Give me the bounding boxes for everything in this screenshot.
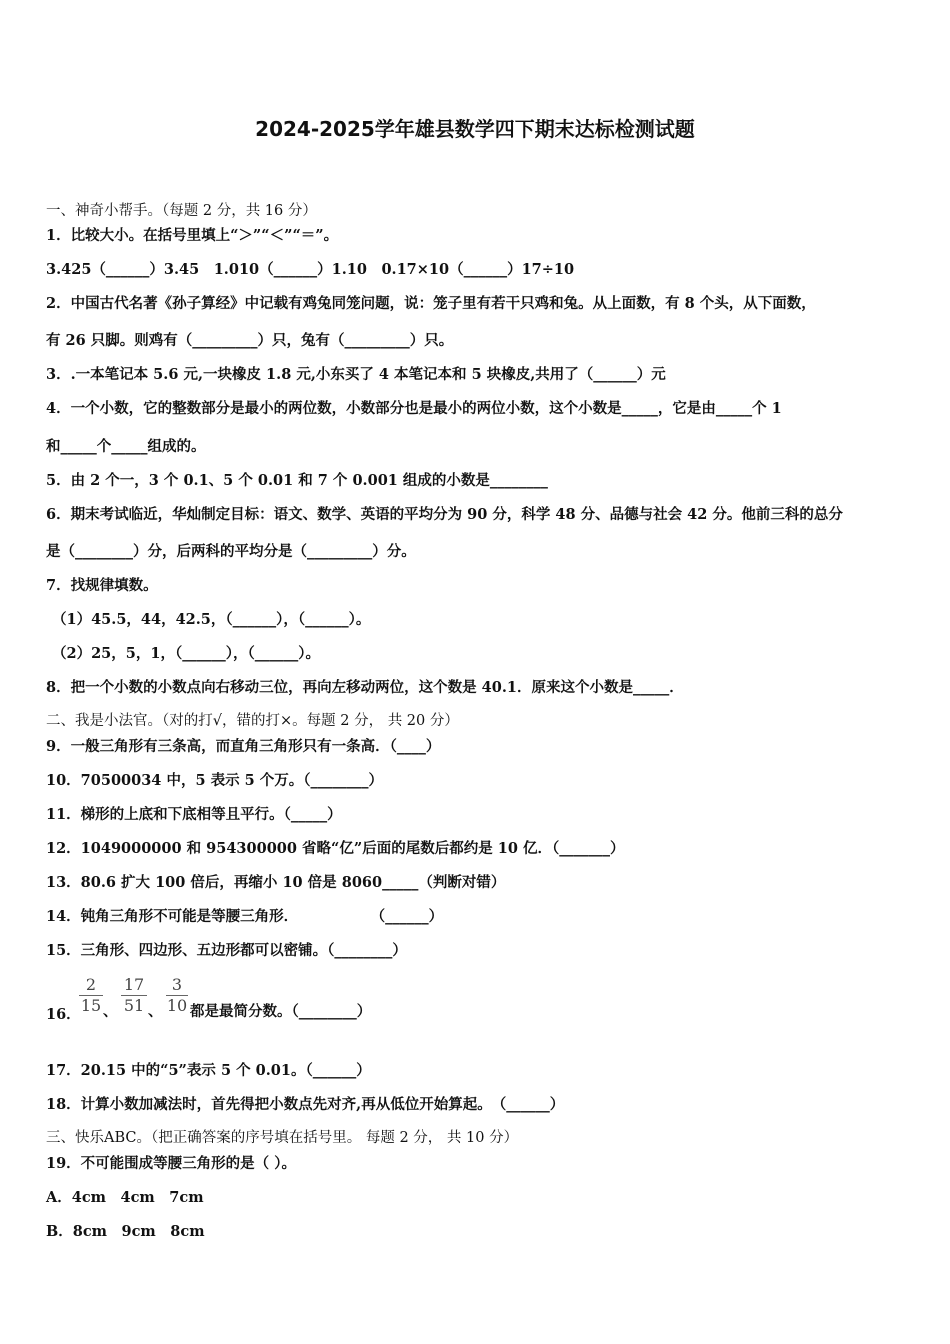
question-4-line-1: 4．一个小数，它的整数部分是最小的两位数，小数部分也是最小的两位小数，这个小数是_____，它是由_____个 1 (46, 400, 782, 417)
question-15: 15．三角形、四边形、五边形都可以密铺。（________） (46, 942, 407, 959)
question-19: 19．不可能围成等腰三角形的是（ ）。 (46, 1155, 296, 1172)
question-16-suffix: 都是最简分数。（________） (190, 1003, 372, 1020)
section-3-heading: 三、快乐ABC。（把正确答案的序号填在括号里。 每题 2 分， 共 10 分） (46, 1130, 519, 1146)
question-6-line-1: 6．期末考试临近，华灿制定目标：语文、数学、英语的平均分为 90 分，科学 48 分、品德与社会 42 分。他前三科的总分 (46, 506, 843, 523)
fraction-denominator: 51 (123, 996, 145, 1015)
section-1-heading: 一、神奇小帮手。（每题 2 分，共 16 分） (46, 203, 317, 219)
question-7-part-2: （2）25，5，1，（______），（______）。 (52, 645, 320, 662)
question-6-line-2: 是（________）分，后两科的平均分是（_________）分。 (46, 543, 416, 560)
question-5: 5．由 2 个一，3 个 0.1、5 个 0.01 和 7 个 0.001 组成的小数是________ (46, 472, 548, 489)
fraction-denominator: 15 (80, 996, 102, 1015)
question-4-line-2: 和_____个_____组成的。 (46, 438, 206, 455)
question-8: 8．把一个小数的小数点向右移动三位，再向左移动两位，这个数是 40.1．原来这个小数是_____． (46, 679, 684, 696)
question-19-option-b: B．8cm 9cm 8cm (46, 1223, 205, 1240)
question-7: 7．找规律填数。 (46, 577, 158, 594)
question-12: 12．1049000000 和 954300000 省略“亿”后面的尾数后都约是 10 亿．（_______） (46, 840, 625, 857)
question-14: 14．钝角三角形不可能是等腰三角形． （______） (46, 908, 444, 925)
fraction-17-51 (121, 976, 147, 1015)
fraction-denominator: 10 (166, 996, 188, 1015)
separator: 、 (148, 1003, 163, 1020)
question-13: 13．80.6 扩大 100 倍后，再缩小 10 倍是 8060_____（判断对错） (46, 874, 506, 891)
separator: 、 (103, 1003, 118, 1020)
question-1-items: 3.425（______）3.45 1.010（______）1.10 0.17×10（______）17÷10 (46, 261, 575, 278)
page-title: 2024-2025学年雄县数学四下期末达标检测试题 (255, 117, 695, 141)
fraction-numerator: 2 (85, 975, 97, 994)
question-11: 11．梯形的上底和下底相等且平行。（_____） (46, 806, 342, 823)
question-3: 3．.一本笔记本 5.6 元,一块橡皮 1.8 元,小东买了 4 本笔记本和 5 块橡皮,共用了（______）元 (46, 366, 666, 383)
question-1: 1．比较大小。在括号里填上“＞”“＜”“＝”。 (46, 227, 339, 244)
section-2-heading: 二、我是小法官。（对的打√，错的打×。每题 2 分， 共 20 分） (46, 713, 459, 729)
fraction-numerator: 3 (171, 975, 183, 994)
question-9: 9．一般三角形有三条高，而直角三角形只有一条高．（____） (46, 738, 441, 755)
fraction-3-10 (166, 976, 188, 1015)
question-19-option-a: A．4cm 4cm 7cm (46, 1189, 204, 1206)
question-7-part-1: （1）45.5，44，42.5，（______），（______）。 (52, 611, 371, 628)
question-2-line-2: 有 26 只脚。则鸡有（_________）只，兔有（_________）只。 (46, 332, 454, 349)
question-17: 17．20.15 中的“5”表示 5 个 0.01。（______） (46, 1062, 371, 1079)
question-2-line-1: 2．中国古代名著《孙子算经》中记载有鸡兔同笼问题，说：笼子里有若干只鸡和兔。从上面数，有 8 个头，从下面数， (46, 295, 816, 312)
question-18: 18．计算小数加减法时，首先得把小数点先对齐,再从低位开始算起。 （______） (46, 1096, 565, 1113)
question-10: 10．70500034 中，5 表示 5 个万。（________） (46, 772, 384, 789)
question-16 (46, 1003, 81, 1024)
question-16-prefix: 16． (46, 1006, 81, 1023)
fraction-numerator: 17 (123, 975, 145, 994)
fraction-2-15 (79, 976, 103, 1015)
